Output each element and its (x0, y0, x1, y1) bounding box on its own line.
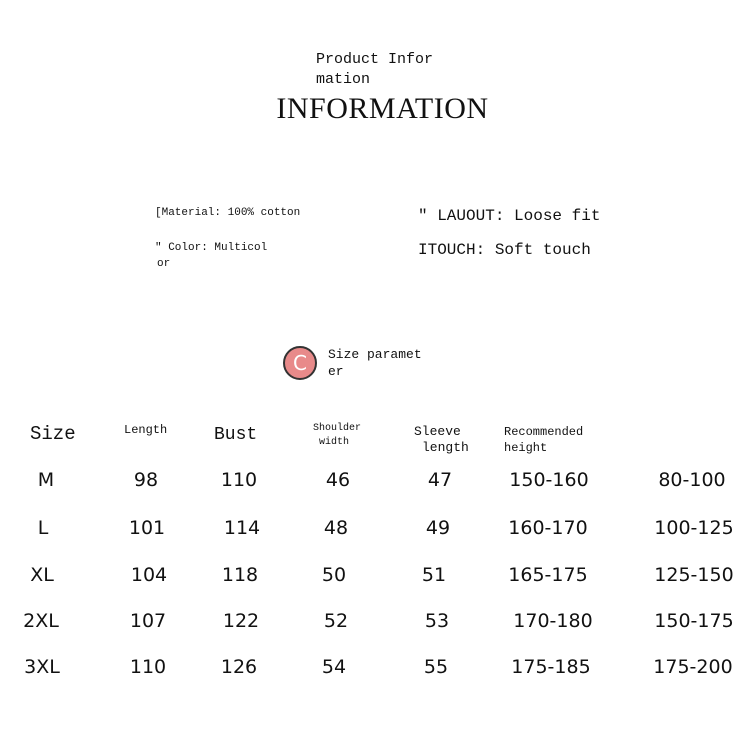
header-shoulder-line1: Shoulder (313, 423, 362, 434)
header-length: Length (124, 423, 168, 437)
height-cell: 165-175 (508, 564, 588, 586)
table-row (0, 564, 750, 588)
height-cell: 150-160 (509, 469, 589, 491)
page-title: INFORMATION (276, 92, 489, 125)
bust-cell: 118 (221, 564, 259, 586)
color-attribute-line2: or (157, 258, 171, 270)
weight-cell: 150-175 (654, 610, 734, 632)
header-shoulder-line2: width (319, 437, 350, 448)
circle-c-icon (283, 346, 317, 380)
size-cell: M (37, 469, 55, 491)
length-cell: 98 (133, 469, 159, 491)
layout-attribute: " LAUOUT: Loose fit (418, 207, 601, 225)
header-sleeve-line2: length (422, 440, 469, 455)
weight-cell: 175-200 (653, 656, 733, 678)
length-cell: 104 (130, 564, 168, 586)
size-cell: 3XL (24, 656, 60, 678)
sleeve-cell: 49 (425, 517, 451, 539)
header-height-line1: Recommended (504, 425, 584, 439)
table-row (0, 656, 750, 680)
shoulder-cell: 48 (323, 517, 349, 539)
height-cell: 160-170 (508, 517, 588, 539)
size-cell: L (37, 517, 49, 539)
weight-cell: 125-150 (654, 564, 734, 586)
bust-cell: 110 (220, 469, 258, 491)
length-cell: 101 (128, 517, 166, 539)
size-cell: 2XL (23, 610, 59, 632)
table-row (0, 517, 750, 541)
sleeve-cell: 47 (427, 469, 453, 491)
header-height-line2: height (504, 441, 548, 455)
length-cell: 107 (129, 610, 167, 632)
length-cell: 110 (129, 656, 167, 678)
table-row (0, 469, 750, 493)
header-size: Size (30, 423, 76, 445)
sleeve-cell: 51 (421, 564, 447, 586)
size-parameter-label: Size paramet er (328, 347, 422, 379)
shoulder-cell: 50 (321, 564, 347, 586)
material-attribute: [Material: 100% cotton (155, 207, 301, 219)
circle-c-glyph: C (293, 351, 307, 375)
color-attribute-line1: " Color: Multicol (155, 242, 268, 254)
shoulder-cell: 46 (325, 469, 351, 491)
weight-cell: 80-100 (658, 469, 726, 491)
shoulder-cell: 54 (321, 656, 347, 678)
header-sleeve-line1: Sleeve (414, 424, 461, 439)
header-bust: Bust (214, 425, 258, 445)
bust-cell: 114 (223, 517, 261, 539)
size-cell: XL (30, 564, 54, 586)
table-row (0, 610, 750, 634)
touch-attribute: ITOUCH: Soft touch (418, 241, 591, 259)
sleeve-cell: 55 (423, 656, 449, 678)
sleeve-cell: 53 (424, 610, 450, 632)
product-info-subtitle: Product Infor mation (316, 51, 434, 88)
height-cell: 170-180 (513, 610, 593, 632)
weight-cell: 100-125 (654, 517, 734, 539)
bust-cell: 126 (220, 656, 258, 678)
height-cell: 175-185 (511, 656, 591, 678)
shoulder-cell: 52 (323, 610, 349, 632)
bust-cell: 122 (222, 610, 260, 632)
